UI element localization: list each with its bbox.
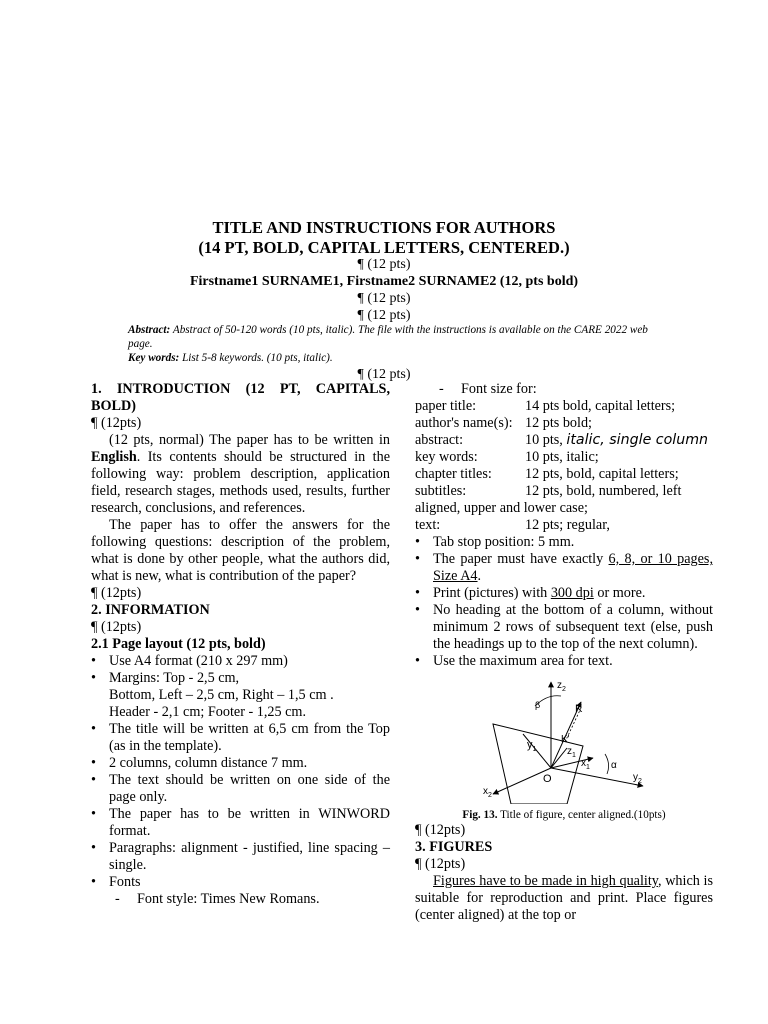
paper-title	[0, 218, 768, 258]
label-k: K	[575, 703, 583, 715]
table-row: key words: 10 pts, italic;	[415, 449, 599, 465]
label-alpha: α	[611, 760, 617, 771]
list-item: • Tab stop position: 5 mm.	[415, 534, 713, 551]
pilcrow: ¶ (12pts)	[415, 822, 466, 838]
figures-paragraph: Figures have to be made in high quality, which is suitable for reproduction and print. Place figures (center aligned) at the top or	[415, 873, 714, 923]
font-size-table-text	[415, 517, 713, 534]
list-item: • The title will be written at 6,5 cm from the Top (as in the template).	[91, 721, 390, 755]
table-row: paper title: 14 pts bold, capital letters;	[415, 398, 676, 414]
figure-13	[415, 676, 713, 804]
left-column	[91, 381, 390, 908]
label-z2: $z_2$	[557, 680, 566, 693]
list-item: • The paper must have exactly 6, 8, or 10 pages, Size A4.	[415, 551, 713, 585]
title-line-1: TITLE AND INSTRUCTIONS FOR AUTHORS	[212, 218, 556, 237]
title-line-2: (14 PT, BOLD, CAPITAL LETTERS, CENTERED.)	[198, 238, 570, 257]
pilcrow-after-authors-1: ¶ (12 pts)	[357, 291, 411, 306]
pilcrow: ¶ (12pts)	[91, 415, 142, 431]
pilcrow-after-authors-2: ¶ (12 pts)	[357, 308, 411, 323]
table-row: author's name(s): 12 pts bold;	[415, 415, 593, 431]
list-item: • The paper has to be written in WINWORD format.	[91, 806, 390, 840]
label-y1: $y_1$	[527, 739, 537, 753]
right-column	[415, 381, 713, 924]
label-o: O	[543, 773, 552, 785]
keywords-label: Key words:	[128, 352, 180, 364]
label-x2: $x_2$	[483, 786, 492, 799]
intro-paragraph-2: The paper has to offer the answers for the following questions: description of the problem, what is done by other people, what the authors did, what is new, what is contribution of the paper?	[91, 517, 390, 584]
pilcrow-after-abstract: ¶ (12 pts)	[357, 367, 411, 382]
list-item: • No heading at the bottom of a column, without minimum 2 rows of subsequent text (else, push the headings up to the top of the next column).	[415, 602, 713, 653]
list-item: • Fonts	[91, 874, 390, 891]
page-layout-list	[91, 653, 390, 891]
list-item: • Paragraphs: alignment - justified, line spacing – single.	[91, 840, 390, 874]
abstract	[128, 323, 668, 351]
figure-caption: Fig. 13. Title of figure, center aligned.(10pts)	[462, 809, 666, 821]
font-style-item: - Font style: Times New Romans.	[91, 891, 390, 908]
rules-list	[415, 534, 713, 670]
label-z1: $z_1$	[567, 746, 576, 759]
list-item: • 2 columns, column distance 7 mm.	[91, 755, 390, 772]
keywords-text: List 5-8 keywords. (10 pts, italic).	[179, 352, 333, 364]
intro-paragraph-1: (12 pts, normal) The paper has to be written in English. Its contents should be structured in the following way: problem description, application field, research stages, methods used, results, further research, conclusions, and references.	[91, 432, 390, 516]
pilcrow: ¶ (12pts)	[415, 856, 466, 872]
label-x1: $x_1$	[581, 758, 590, 771]
pilcrow: ¶ (12pts)	[91, 619, 142, 635]
abstract-block	[128, 323, 668, 365]
intro-heading: 1. INTRODUCTION (12 PT, CAPITALS, BOLD)	[91, 381, 390, 414]
label-y2: $y_2$	[633, 772, 642, 785]
table-row: chapter titles: 12 pts, bold, capital letters;	[415, 466, 679, 482]
table-row: text: 12 pts; regular,	[415, 517, 610, 533]
abstract-label: Abstract:	[128, 324, 171, 336]
list-item: • Margins: Top - 2,5 cm, Bottom, Left – 2,5 cm, Right – 1,5 cm . Header - 2,1 cm; Footer - 1,25 cm.	[91, 670, 390, 721]
page-layout-heading: 2.1 Page layout (12 pts, bold)	[91, 636, 266, 652]
list-item: • The text should be written on one side of the page only.	[91, 772, 390, 806]
label-beta: β	[535, 700, 541, 710]
subtitles-continued: aligned, upper and lower case;	[415, 500, 588, 516]
list-item: • Use A4 format (210 x 297 mm)	[91, 653, 390, 670]
font-size-table	[415, 398, 713, 500]
font-size-item: - Font size for:	[415, 381, 713, 398]
pilcrow: ¶ (12pts)	[91, 585, 142, 601]
label-k-prime: K'	[561, 734, 570, 745]
pilcrow-after-title: ¶ (12 pts)	[357, 257, 411, 272]
y2-axis	[551, 768, 643, 786]
table-row: subtitles: 12 pts, bold, numbered, left	[415, 483, 682, 499]
alpha-arc	[605, 754, 609, 774]
list-item: • Print (pictures) with 300 dpi or more.	[415, 585, 713, 602]
information-heading: 2. INFORMATION	[91, 602, 210, 618]
keywords	[128, 351, 668, 365]
authors-line: Firstname1 SURNAME1, Firstname2 SURNAME2 (12, pts bold)	[189, 274, 579, 289]
table-row: abstract: 10 pts, italic, single column	[415, 432, 709, 448]
list-item: • Use the maximum area for text.	[415, 653, 713, 670]
figures-heading: 3. FIGURES	[415, 839, 493, 855]
abstract-text: Abstract of 50-120 words (10 pts, italic). The file with the instructions is available on the CARE 2022 web page.	[128, 324, 648, 350]
coordinate-diagram	[415, 676, 713, 804]
